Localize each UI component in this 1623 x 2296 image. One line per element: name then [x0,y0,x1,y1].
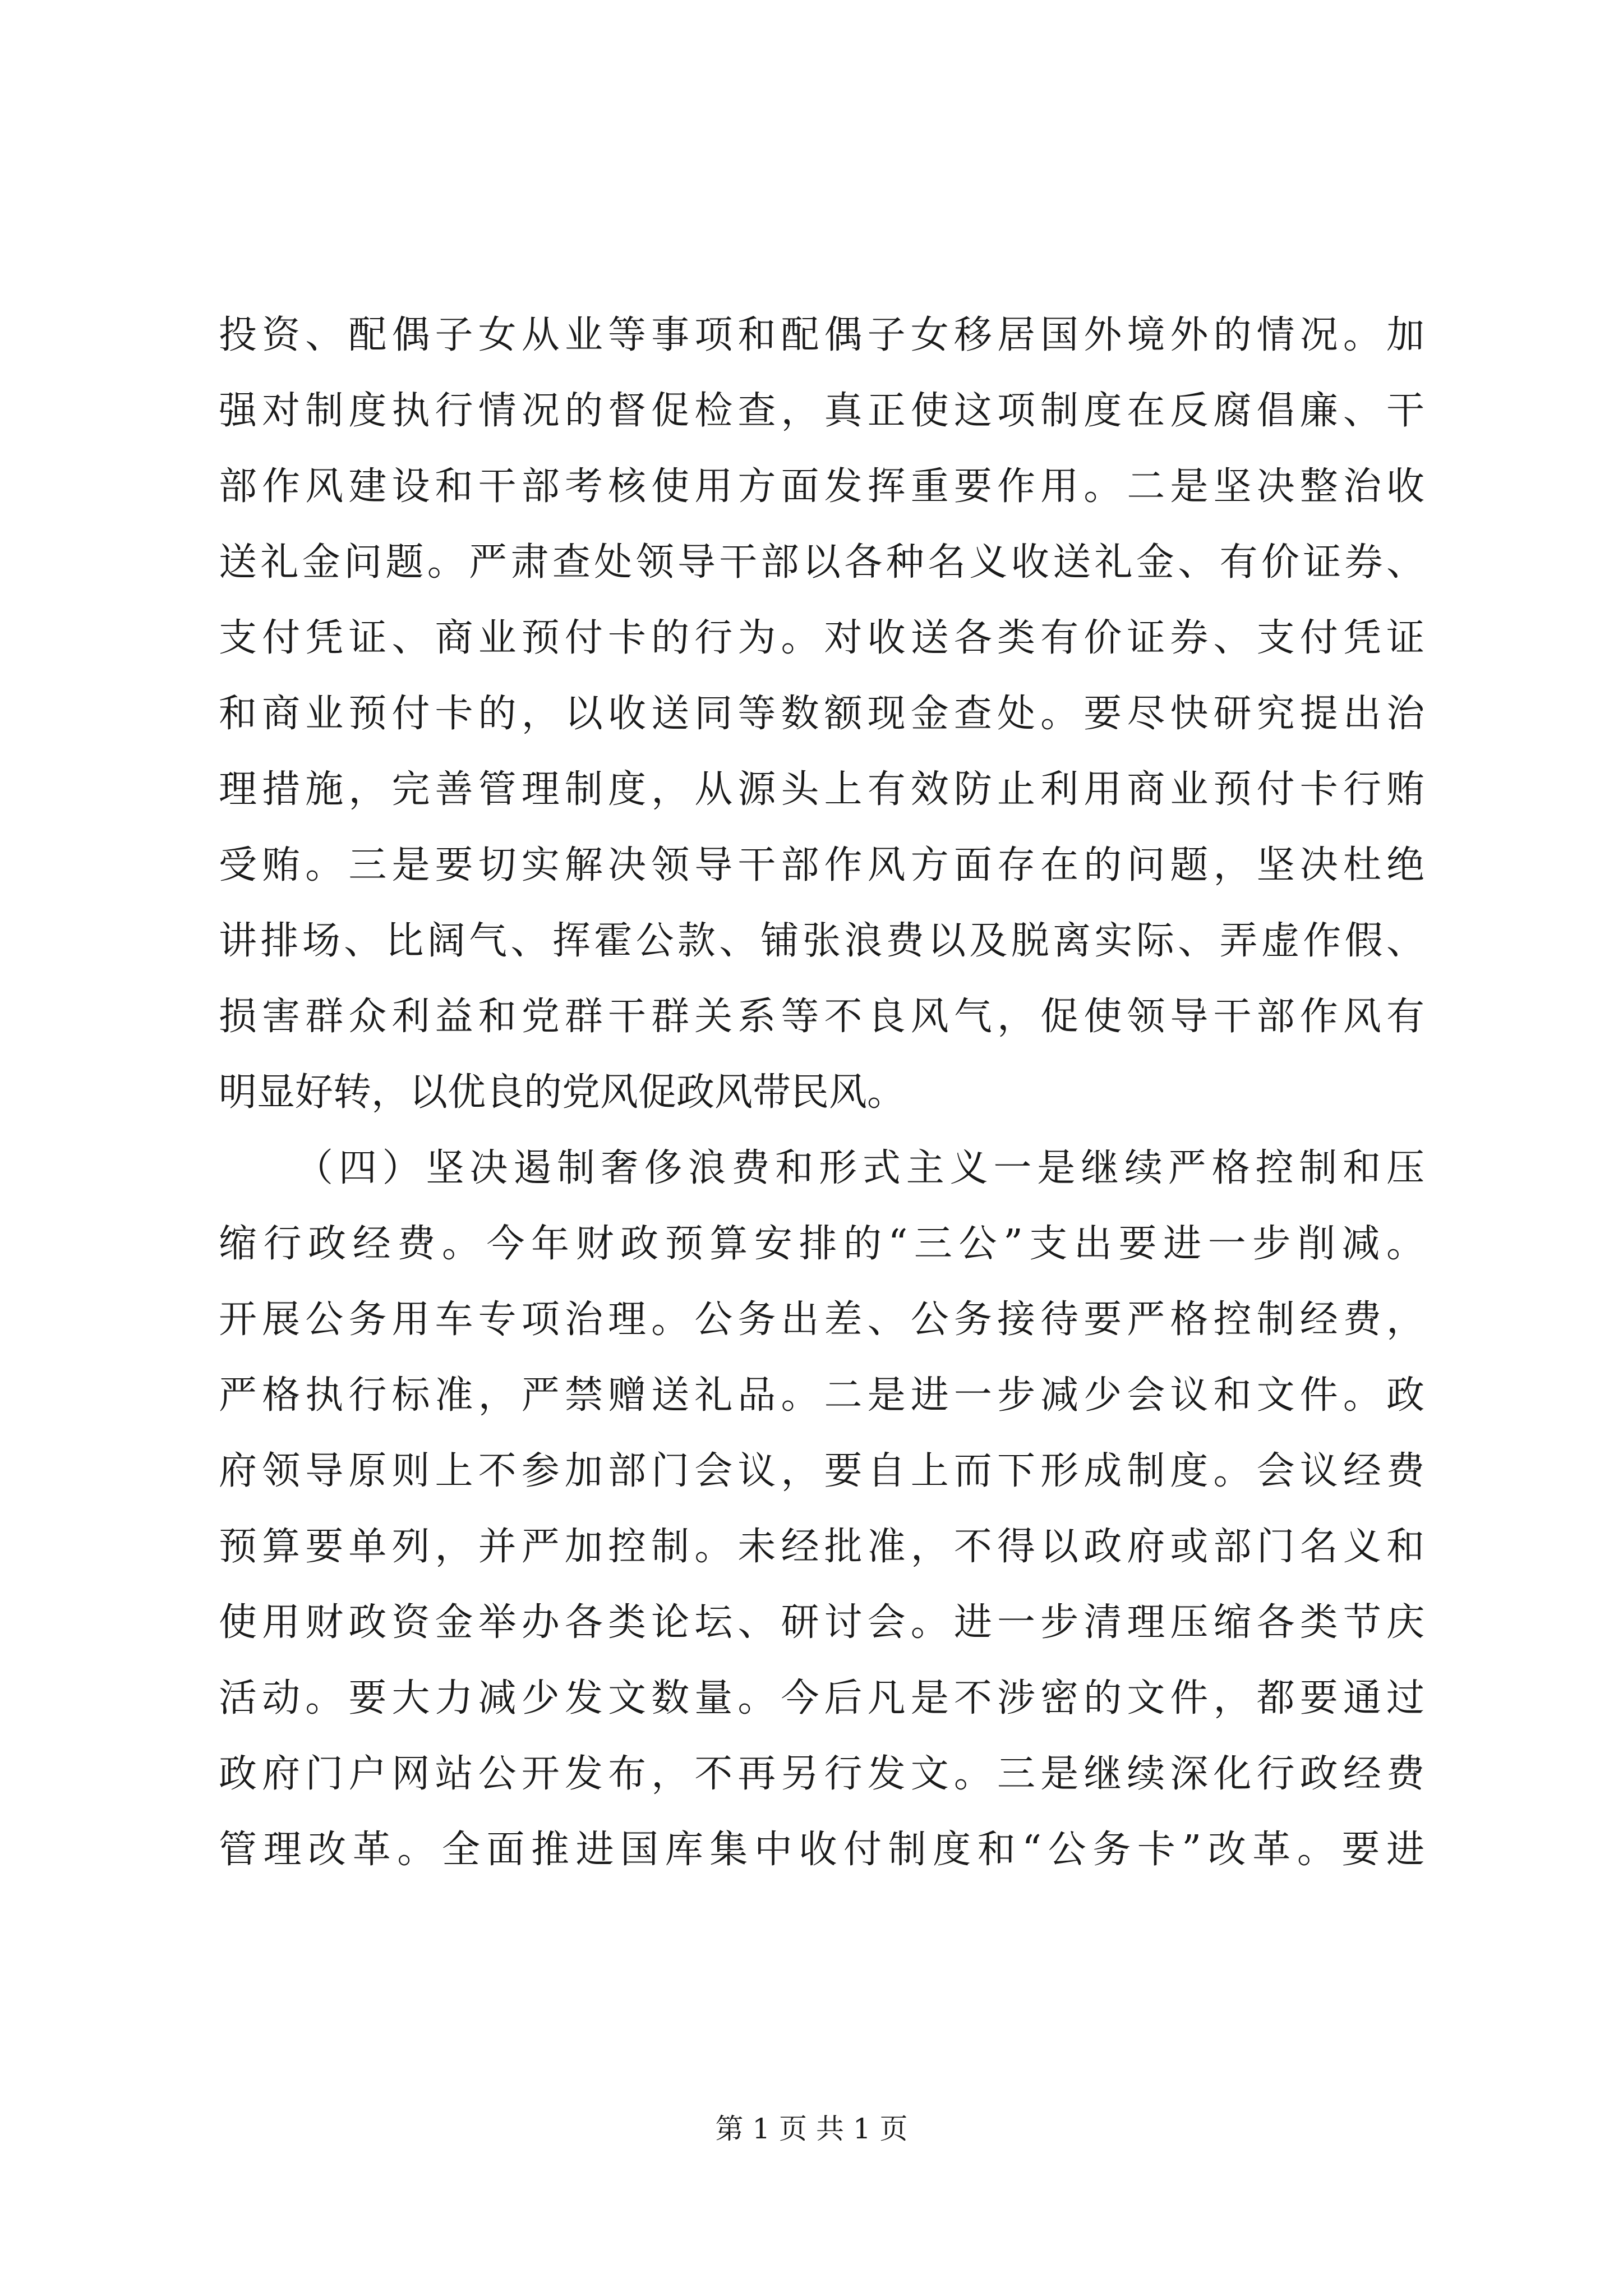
text-line: 送礼金问题。严肃查处领导干部以各种名义收送礼金、有价证券、 [219,540,1424,585]
page-number-footer: 第 1 页 共 1 页 [715,2113,908,2145]
text-line: 损害群众利益和党群干群关系等不良风气，促使领导干部作风有 [219,995,1424,1039]
text-line: 开展公务用车专项治理。公务出差、公务接待要严格控制经费， [219,1297,1424,1342]
text-line: 受贿。三是要切实解决领导干部作风方面存在的问题，坚决杜绝 [219,843,1424,887]
text-line: 管理改革。全面推进国库集中收付制度和“公务卡”改革。要进 [219,1828,1424,1872]
text-line: 支付凭证、商业预付卡的行为。对收送各类有价证券、支付凭证 [219,616,1424,660]
text-line: 预算要单列，并严加控制。未经批准，不得以政府或部门名义和 [219,1525,1424,1569]
text-line: 缩行政经费。今年财政预算安排的“三公”支出要进一步削减。 [219,1222,1424,1266]
text-line: 部作风建设和干部考核使用方面发挥重要作用。二是坚决整治收 [219,464,1424,509]
text-line: 理措施，完善管理制度，从源头上有效防止利用商业预付卡行贿 [219,767,1424,812]
section-heading-line: （四）坚决遏制奢侈浪费和形式主义一是继续严格控制和压 [295,1146,1424,1190]
text-line: 活动。要大力减少发文数量。今后凡是不涉密的文件，都要通过 [219,1676,1424,1720]
text-line: 严格执行标准，严禁赠送礼品。二是进一步减少会议和文件。政 [219,1373,1424,1418]
text-line: 讲排场、比阔气、挥霍公款、铺张浪费以及脱离实际、弄虚作假、 [219,919,1424,963]
text-line: 政府门户网站公开发布，不再另行发文。三是继续深化行政经费 [219,1752,1424,1796]
text-line: 府领导原则上不参加部门会议，要自上而下形成制度。会议经费 [219,1449,1424,1493]
text-line: 强对制度执行情况的督促检查，真正使这项制度在反腐倡廉、干 [219,389,1424,433]
text-line: 和商业预付卡的，以收送同等数额现金查处。要尽快研究提出治 [219,692,1424,736]
text-line: 投资、配偶子女从业等事项和配偶子女移居国外境外的情况。加 [219,313,1424,357]
body-text [219,297,1424,1888]
text-line: 使用财政资金举办各类论坛、研讨会。进一步清理压缩各类节庆 [219,1600,1424,1645]
text-line: 明显好转，以优良的党风促政风带民风。 [219,1070,906,1115]
